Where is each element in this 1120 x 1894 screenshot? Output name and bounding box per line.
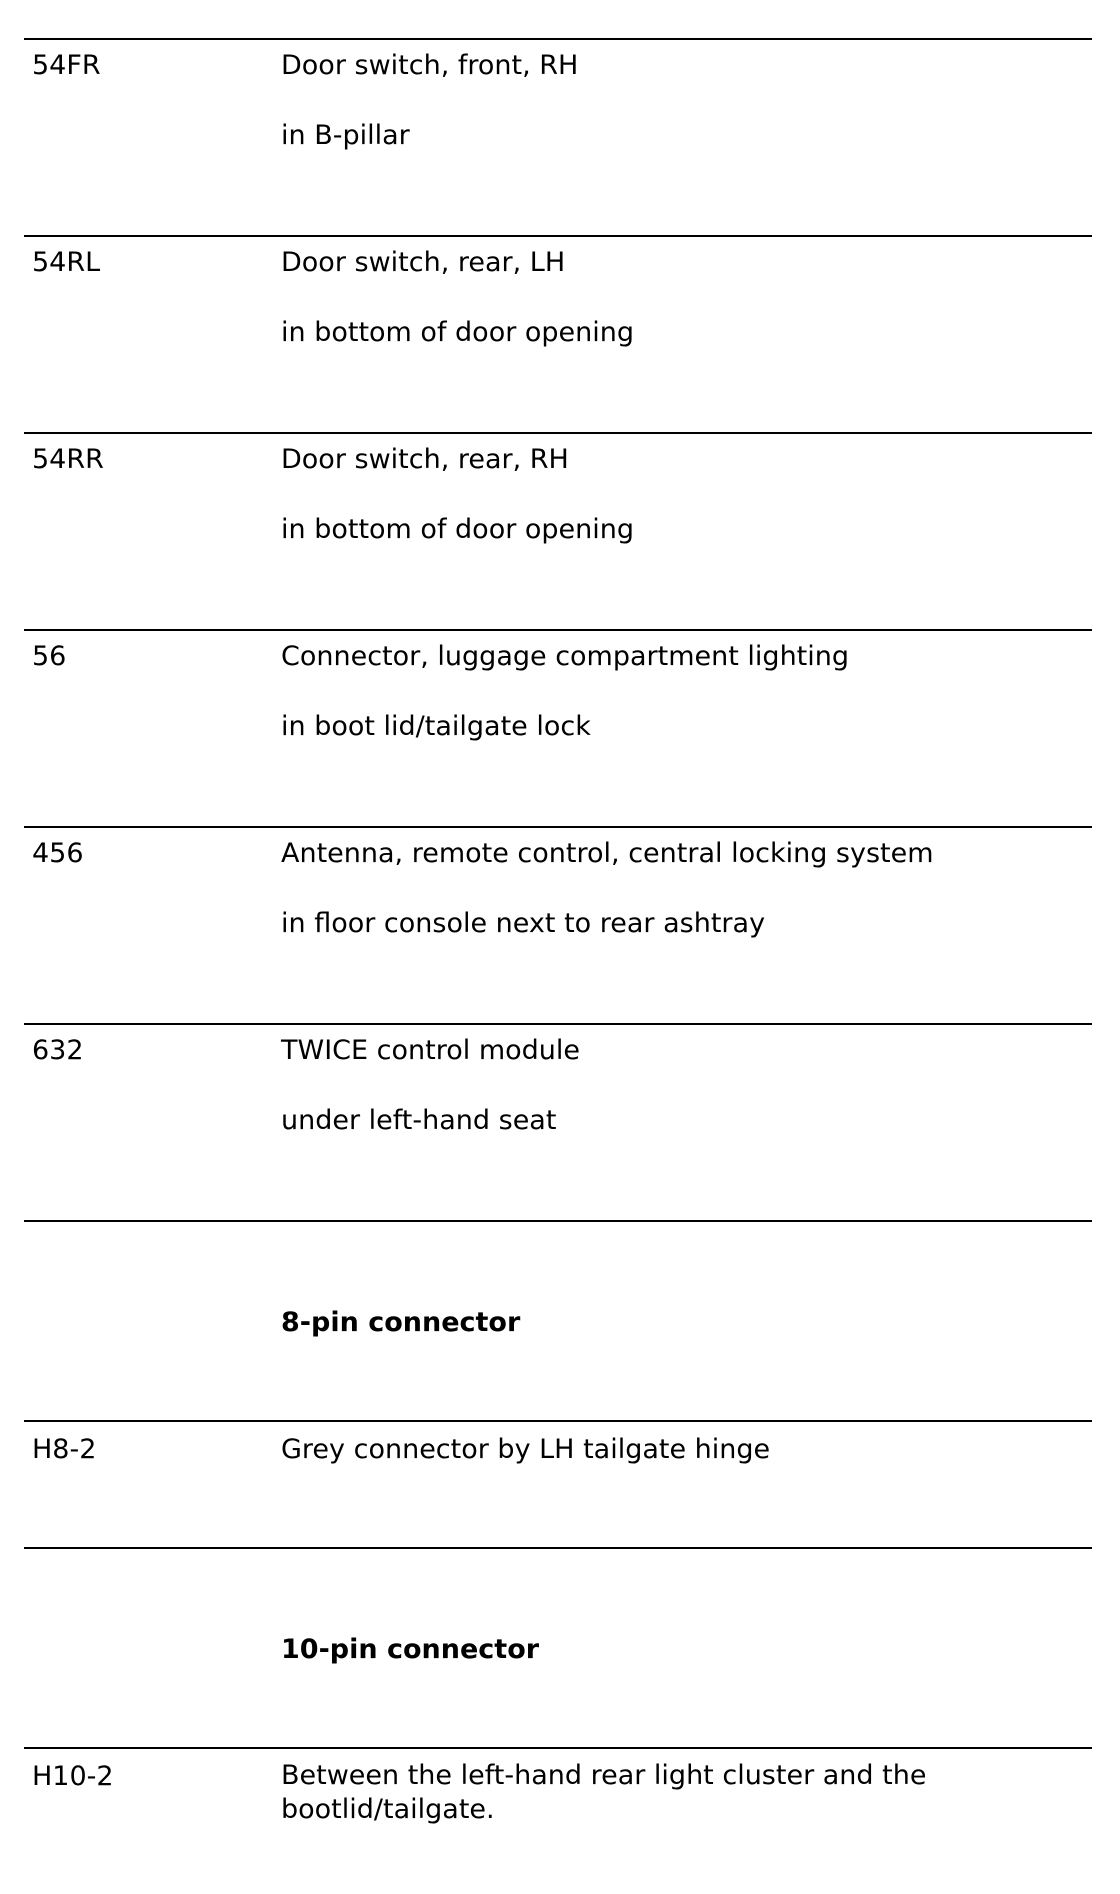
table-rule bbox=[24, 629, 1092, 631]
component-description: Antenna, remote control, central locking system bbox=[281, 838, 934, 869]
component-code: 456 bbox=[32, 838, 84, 869]
connector-description: Between the left-hand rear light cluster and the bootlid/tailgate. bbox=[281, 1760, 927, 1825]
component-location: in B-pillar bbox=[281, 120, 410, 151]
table-rule bbox=[24, 38, 1092, 40]
connector-code: H8-2 bbox=[32, 1434, 97, 1465]
component-location: in bottom of door opening bbox=[281, 317, 635, 348]
component-code: 56 bbox=[32, 641, 67, 672]
component-location: in boot lid/tailgate lock bbox=[281, 711, 591, 742]
component-description: Door switch, rear, RH bbox=[281, 444, 569, 475]
table-rule bbox=[24, 235, 1092, 237]
component-location: in bottom of door opening bbox=[281, 514, 635, 545]
table-rule bbox=[24, 1420, 1092, 1422]
table-rule bbox=[24, 432, 1092, 434]
section-heading: 8-pin connector bbox=[281, 1307, 521, 1338]
component-description: TWICE control module bbox=[281, 1035, 581, 1066]
table-rule bbox=[24, 1547, 1092, 1549]
component-code: 54FR bbox=[32, 50, 101, 81]
component-description: Connector, luggage compartment lighting bbox=[281, 641, 850, 672]
component-location: in floor console next to rear ashtray bbox=[281, 908, 766, 939]
component-description: Door switch, front, RH bbox=[281, 50, 579, 81]
table-rule bbox=[24, 1747, 1092, 1749]
connector-description: Grey connector by LH tailgate hinge bbox=[281, 1434, 771, 1465]
table-rule bbox=[24, 1220, 1092, 1222]
component-location: under left-hand seat bbox=[281, 1105, 557, 1136]
component-code: 54RR bbox=[32, 444, 104, 475]
table-rule bbox=[24, 826, 1092, 828]
component-description: Door switch, rear, LH bbox=[281, 247, 566, 278]
component-code: 632 bbox=[32, 1035, 84, 1066]
table-rule bbox=[24, 1023, 1092, 1025]
component-code: 54RL bbox=[32, 247, 101, 278]
section-heading: 10-pin connector bbox=[281, 1634, 540, 1665]
connector-code: H10-2 bbox=[32, 1761, 114, 1792]
